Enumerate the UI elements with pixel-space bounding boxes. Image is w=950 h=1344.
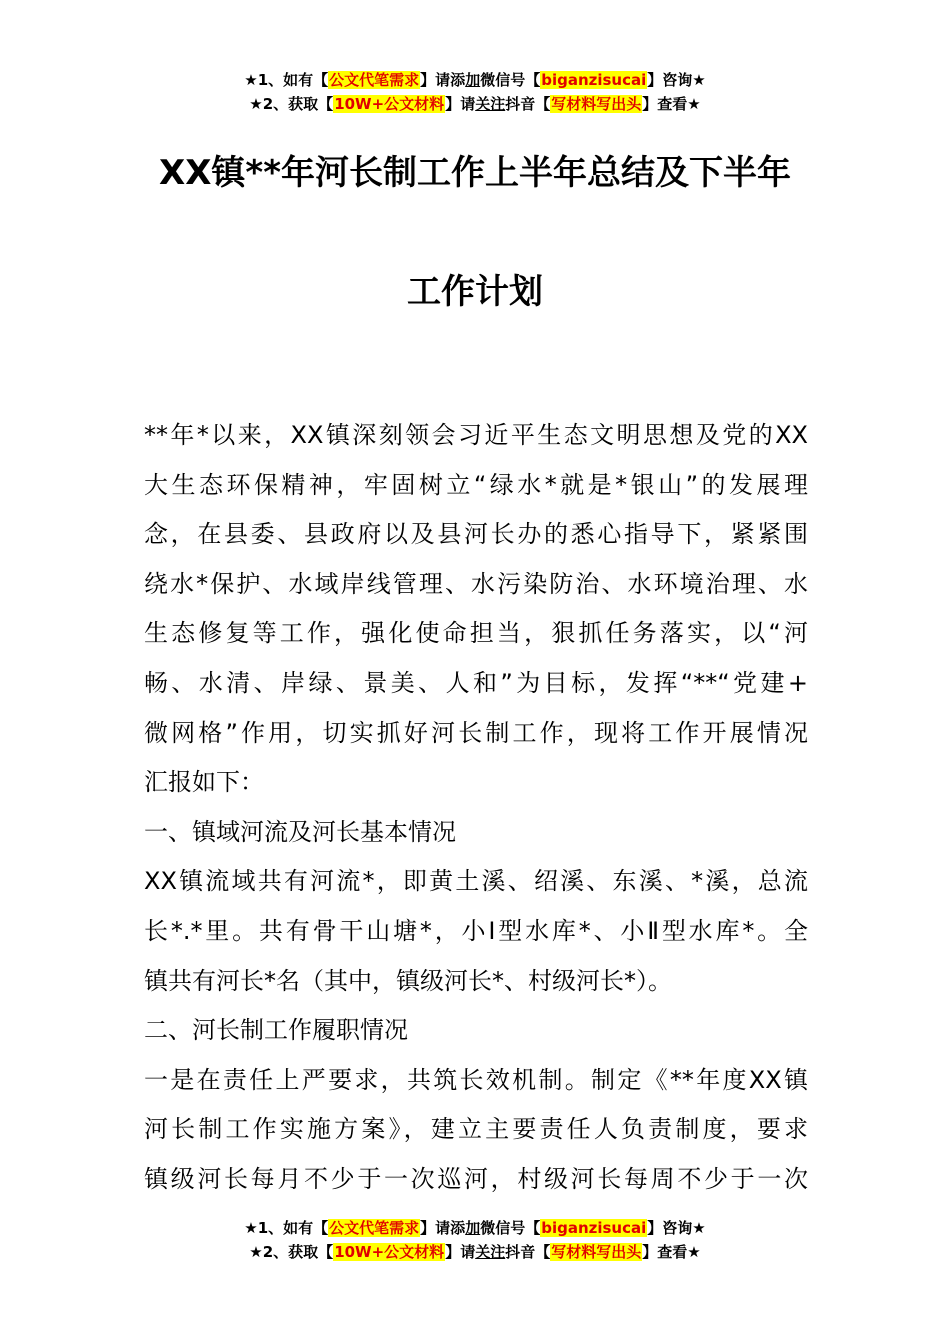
banner-line-1 [0, 68, 950, 92]
banner-text: ★1、如有【 [244, 71, 329, 89]
banner-text: 】请添 [420, 1219, 466, 1237]
banner-line-2 [0, 92, 950, 116]
document-body [144, 411, 808, 1205]
banner-line-1 [0, 1216, 950, 1240]
banner-underlined: 加 [465, 71, 481, 89]
section-heading-2: 二、河长制工作履职情况 [144, 1016, 408, 1045]
body-line: 绕水*保护、水域岸线管理、水污染防治、水环境治理、水 [144, 569, 808, 598]
banner-underlined: 加 [465, 1219, 481, 1237]
body-line: 畅、水清、岸绿、景美、人和”为目标，发挥“**“党建+ [144, 668, 808, 697]
body-line: 镇共有河长*名（其中，镇级河长*、村级河长*）。 [144, 966, 672, 995]
banner-text: 】请添 [420, 71, 466, 89]
banner-underlined: 关注 [475, 1243, 506, 1261]
body-line: 一是在责任上严要求，共筑长效机制。制定《**年度XX镇 [144, 1065, 808, 1094]
banner-highlight: 写材料写出头 [551, 1243, 642, 1261]
banner-highlight: 公文代笔需求 [329, 1219, 420, 1237]
body-line: XX镇流域共有河流*，即黄土溪、绍溪、东溪、*溪，总流 [144, 867, 808, 896]
banner-highlight: 10W+公文材料 [334, 95, 445, 113]
banner-highlight: 10W+公文材料 [334, 1243, 445, 1261]
banner-text: 】请 [445, 95, 476, 113]
banner-highlight: biganzisucai [541, 1219, 647, 1237]
banner-text: 微信号【 [480, 71, 541, 89]
banner-text: 】查看★ [642, 95, 701, 113]
banner-highlight: 公文代笔需求 [329, 71, 420, 89]
top-banner [0, 68, 950, 116]
body-line: **年*以来，XX镇深刻领会习近平生态文明思想及党的XX [144, 421, 808, 449]
banner-text: 】咨询★ [647, 1219, 706, 1237]
banner-text: ★1、如有【 [244, 1219, 329, 1237]
body-line: 镇级河长每月不少于一次巡河，村级河长每周不少于一次 [144, 1164, 808, 1193]
body-line: 汇报如下： [144, 768, 264, 797]
body-line: 生态修复等工作，强化使命担当，狠抓任务落实，以“河 [144, 619, 808, 648]
banner-highlight: biganzisucai [541, 71, 647, 89]
bottom-banner [0, 1216, 950, 1264]
document-title-line-1: XX镇**年河长制工作上半年总结及下半年 [159, 153, 791, 193]
banner-line-2 [0, 1240, 950, 1264]
body-line: 大生态环保精神，牢固树立“绿水*就是*银山”的发展理 [144, 470, 808, 499]
body-line: 河长制工作实施方案》，建立主要责任人负责制度，要求 [144, 1115, 808, 1144]
document-title-line-2: 工作计划 [407, 272, 543, 312]
banner-text: ★2、获取【 [249, 95, 334, 113]
body-line: 微网格”作用，切实抓好河长制工作，现将工作开展情况 [144, 718, 808, 747]
banner-underlined: 关注 [475, 95, 506, 113]
banner-highlight: 写材料写出头 [551, 95, 642, 113]
body-line: 念，在县委、县政府以及县河长办的悉心指导下，紧紧围 [144, 520, 808, 549]
banner-text: 抖音【 [505, 95, 551, 113]
banner-text: 】咨询★ [647, 71, 706, 89]
banner-text: ★2、获取【 [249, 1243, 334, 1261]
body-line: 长*.*里。共有骨干山塘*，小Ⅰ型水库*、小Ⅱ型水库*。全 [144, 916, 808, 945]
banner-text: 】查看★ [642, 1243, 701, 1261]
banner-text: 抖音【 [505, 1243, 551, 1261]
section-heading-1: 一、镇域河流及河长基本情况 [144, 817, 456, 846]
banner-text: 微信号【 [480, 1219, 541, 1237]
banner-text: 】请 [445, 1243, 476, 1261]
